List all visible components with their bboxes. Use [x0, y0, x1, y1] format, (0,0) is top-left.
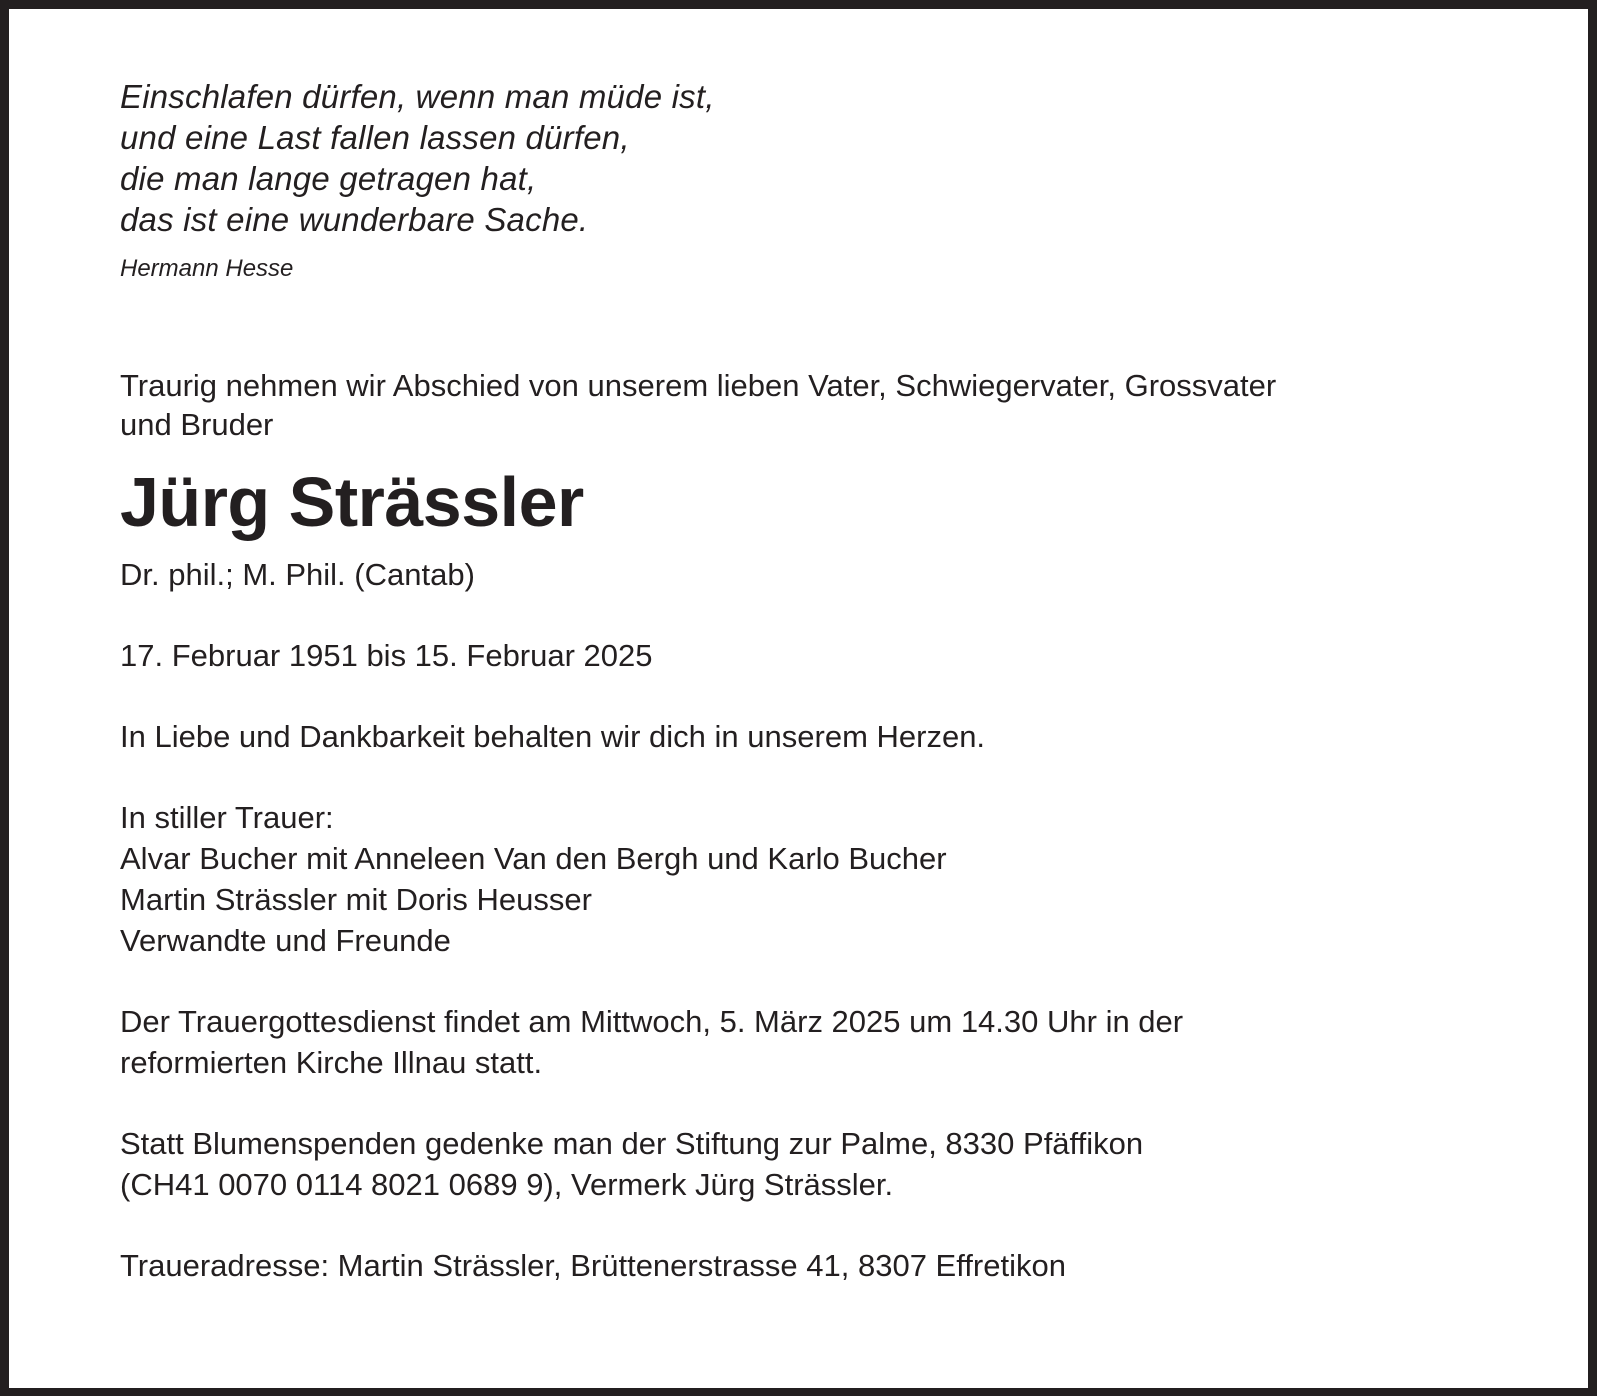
donation-info: [120, 1123, 1465, 1205]
funeral-service-line: reformierten Kirche Illnau statt.: [120, 1045, 543, 1080]
donation-line: Statt Blumenspenden gedenke man der Stiftung zur Palme, 8330 Pfäffikon: [120, 1126, 1144, 1161]
quote-author: Hermann Hesse: [120, 255, 294, 282]
funeral-service-info: [120, 1001, 1465, 1083]
farewell-intro: [120, 366, 1465, 444]
obituary-notice: [120, 76, 1480, 1286]
farewell-intro-line: Traurig nehmen wir Abschied von unserem lieben Vater, Schwiegervater, Grossvater: [120, 368, 1277, 403]
academic-title: Dr. phil.; M. Phil. (Cantab): [120, 557, 475, 592]
mourners-heading: In stiller Trauer:: [120, 800, 334, 835]
thanks-statement: In Liebe und Dankbarkeit behalten wir dich in unserem Herzen.: [120, 719, 986, 754]
mourner-name: Alvar Bucher mit Anneleen Van den Bergh und Karlo Bucher: [120, 841, 947, 876]
mourner-name: Verwandte und Freunde: [120, 923, 451, 958]
life-dates: 17. Februar 1951 bis 15. Februar 2025: [120, 638, 653, 673]
quote-line: das ist eine wunderbare Sache.: [120, 201, 589, 238]
deceased-name: Jürg Strässler: [120, 463, 584, 541]
funeral-service-line: Der Trauergottesdienst findet am Mittwoch, 5. März 2025 um 14.30 Uhr in der: [120, 1004, 1184, 1039]
donation-line: (CH41 0070 0114 8021 0689 9), Vermerk Jürg Strässler.: [120, 1167, 894, 1202]
mourners-list: [120, 797, 1480, 961]
farewell-intro-line: und Bruder: [120, 407, 274, 442]
poem-quote: [120, 76, 1480, 284]
mourner-name: Martin Strässler mit Doris Heusser: [120, 882, 592, 917]
mourning-address: Traueradresse: Martin Strässler, Brüttenerstrasse 41, 8307 Effretikon: [120, 1248, 1066, 1283]
quote-line: die man lange getragen hat,: [120, 160, 537, 197]
quote-line: und eine Last fallen lassen dürfen,: [120, 119, 630, 156]
quote-line: Einschlafen dürfen, wenn man müde ist,: [120, 78, 715, 115]
